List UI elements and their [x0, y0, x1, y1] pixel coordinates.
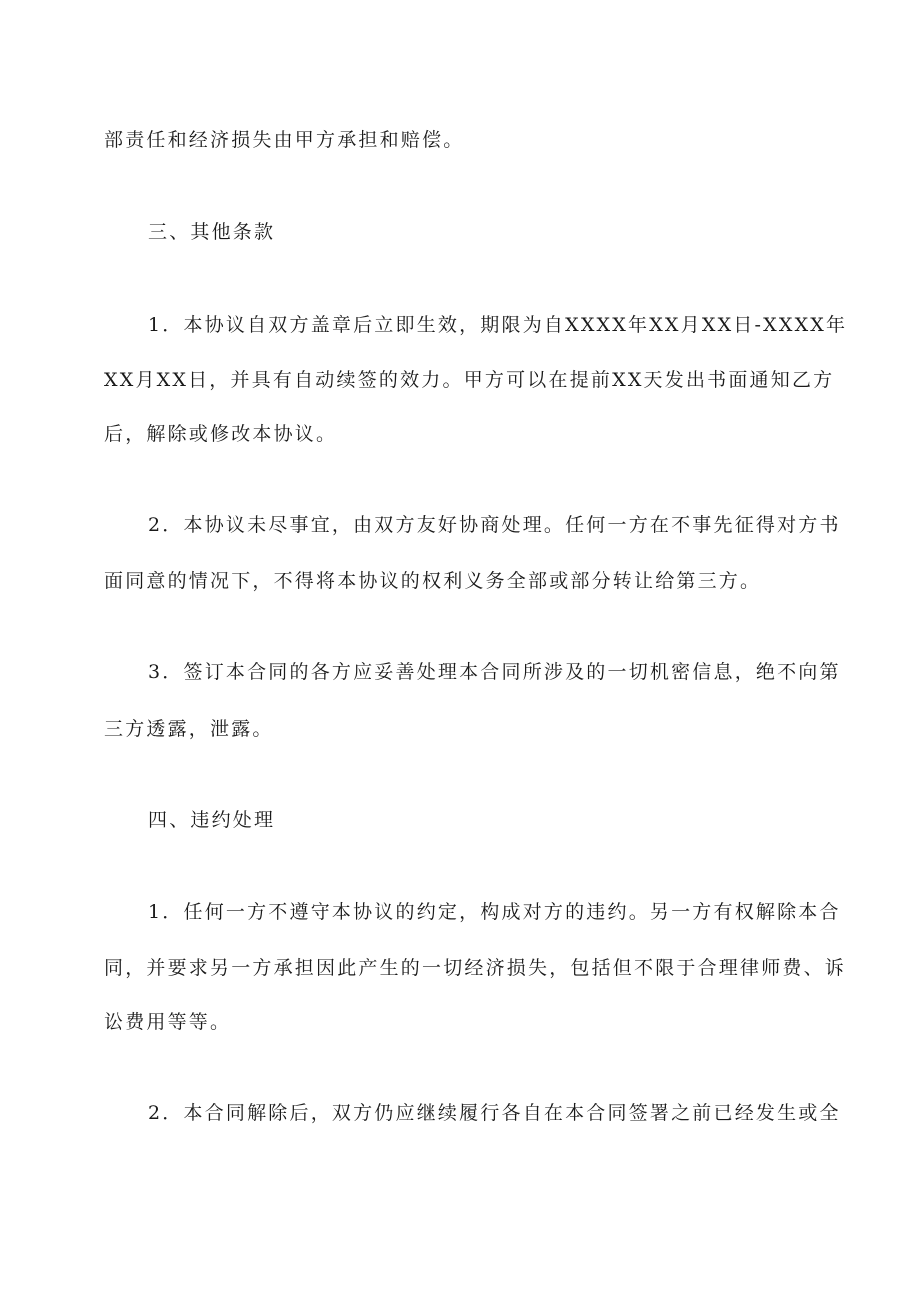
text-line: 2．本协议未尽事宜，由双方友好协商处理。任何一方在不事先征得对方书 [148, 514, 841, 536]
text-line: 部责任和经济损失由甲方承担和赔偿。 [104, 129, 465, 151]
text-line: 2．本合同解除后，双方仍应继续履行各自在本合同签署之前已经发生或全 [148, 1102, 841, 1124]
section-heading: 三、其他条款 [148, 221, 276, 243]
text-line: XX月XX日，并具有自动续签的效力。甲方可以在提前XX天发出书面通知乙方 [104, 369, 835, 391]
text-line: 讼费用等等。 [104, 1011, 232, 1033]
text-line: 后，解除或修改本协议。 [104, 423, 338, 445]
text-line: 1．任何一方不遵守本协议的约定，构成对方的违约。另一方有权解除本合 [148, 901, 841, 923]
text-line: 3．签订本合同的各方应妥善处理本合同所涉及的一切机密信息，绝不向第 [148, 661, 841, 683]
text-line: 同，并要求另一方承担因此产生的一切经济损失，包括但不限于合理律师费、诉 [104, 957, 847, 979]
text-line: 1．本协议自双方盖章后立即生效，期限为自XXXX年XX月XX日-XXXX年 [148, 314, 848, 336]
section-heading: 四、违约处理 [148, 809, 276, 831]
text-line: 面同意的情况下，不得将本协议的权利义务全部或部分转让给第三方。 [104, 570, 762, 592]
text-line: 三方透露，泄露。 [104, 718, 274, 740]
